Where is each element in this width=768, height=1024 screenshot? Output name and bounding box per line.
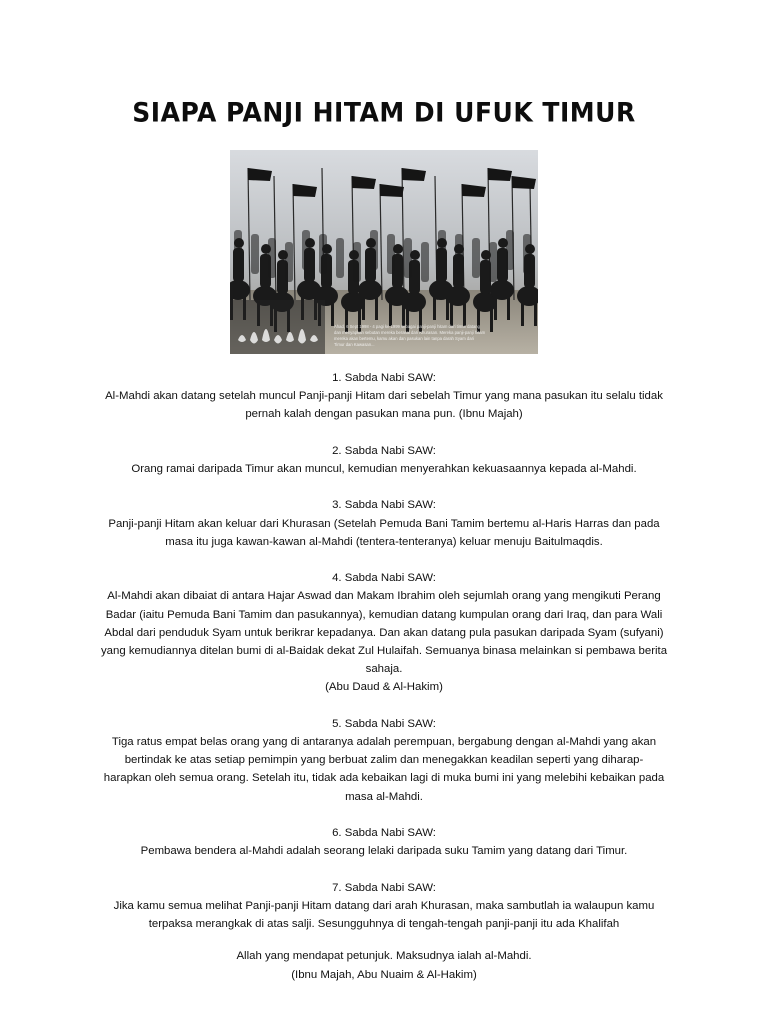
photo-caption-line: Timur dan Kawasan...: [334, 342, 375, 347]
section-line: Orang ramai daripada Timur akan muncul, kemudian menyerahkan kekuasaannya kepada al-Mahdi.: [131, 463, 637, 475]
closing-source: (Ibnu Majah, Abu Nuaim & Al-Hakim): [291, 968, 477, 981]
section-line: bertindak ke atas setiap pemimpin yang berbuat zalim dan menegakkan keadilan seperti yang diharap-: [124, 754, 644, 767]
horse-leg: [521, 302, 524, 326]
hadith-section-7: [78, 879, 690, 934]
horse-body: [446, 286, 470, 306]
horse-leg: [490, 308, 493, 332]
background-rider: [387, 234, 395, 274]
horse-body: [490, 280, 514, 300]
horse-body: [358, 280, 382, 300]
section-line: yang kemudiannya ditelan bumi di al-Baidak dekat Zul Hulaifah. Semuanya binasa melainkan si pembawa berita: [100, 645, 668, 657]
section-line: Panji-panji Hitam akan keluar dari Khurasan (Setelah Pemuda Bani Tamim bertemu al-Haris Harras dan pada: [108, 517, 660, 530]
section-heading: 3. Sabda Nabi SAW:: [332, 499, 436, 512]
section-line: Tiga ratus empat belas orang yang di antaranya adalah perempuan, bergabung dengan al-Mahdi yang akan: [111, 736, 657, 748]
section-line: Al-Mahdi akan datang setelah muncul Panji-panji Hitam dari sebelah Timur yang mana pasukan itu selalu tidak: [105, 390, 663, 403]
hadith-section-3: [78, 496, 690, 551]
section-line: Jika kamu semua melihat Panji-panji Hitam datang dari arah Khurasan, maka sambutlah ia walaupun kamu: [113, 899, 655, 912]
section-line: harapkan oleh semua orang. Setelah itu, tidak ada kebaikan lagi di muka bumi ini yang melebihi kebaikan pada: [103, 772, 665, 785]
section-heading: 6. Sabda Nabi SAW:: [332, 827, 436, 839]
section-line: terpaksa merangkak di atas salji. Sesungguhnya di tengah-tengah panji-panji itu ada Khalifah: [148, 918, 620, 930]
hadith-text: [78, 369, 690, 984]
photo-caption-line: dan menyapkan sebutan mereka berasal dari Khurasan. Mereka panji-panji hitam: [334, 330, 486, 335]
horse-body: [402, 292, 426, 312]
horse-leg: [375, 296, 378, 320]
page-title: SIAPA PANJI HITAM DI UFUK TIMUR: [132, 96, 636, 129]
background-rider: [319, 234, 327, 274]
section-line: masa itu juga kawan-kawan al-Mahdi (tentera-tenteranya) keluar menuju Baitulmaqdis.: [165, 535, 603, 548]
section-heading: 4. Sabda Nabi SAW:: [332, 572, 436, 585]
photo-caption-line: mereka akan bertemu, kamu akan dan pasukan lain tanpa darah Syam dari: [334, 336, 474, 341]
section-heading: 7. Sabda Nabi SAW:: [332, 881, 436, 894]
section-line: Al-Mahdi akan dibaiat di antara Hajar Aswad dan Makam Ibrahim oleh sejumlah orang yang mengikuti Perang: [107, 590, 661, 603]
hadith-section-6: [78, 824, 690, 860]
background-rider: [353, 242, 361, 282]
section-line: Pembawa bendera al-Mahdi adalah seorang lelaki daripada suku Tamim yang datang dari Timur.: [140, 845, 628, 858]
section-line: sahaja.: [365, 663, 403, 676]
section-line: masa al-Mahdi.: [345, 790, 423, 803]
background-rider: [506, 230, 514, 270]
black-banner-army-photo: [230, 150, 538, 354]
section-source: (Abu Daud & Al-Hakim): [325, 681, 443, 694]
horse-leg: [463, 302, 466, 326]
horse-leg: [507, 296, 510, 320]
background-rider: [336, 238, 344, 278]
background-rider: [251, 234, 259, 274]
section-heading: 2. Sabda Nabi SAW:: [332, 444, 436, 457]
background-rider: [455, 234, 463, 274]
background-rider: [285, 242, 293, 282]
horse-leg: [331, 302, 334, 326]
photo-caption-line: Ahad, 6 Sept 1998 - 4 pagi ke 1999 sebagai panji-panji hitam dari timur datang: [334, 324, 480, 329]
horse-leg: [494, 296, 497, 320]
background-rider: [421, 242, 429, 282]
hadith-section-4: [78, 569, 690, 696]
background-rider: [404, 238, 412, 278]
background-rider: [302, 230, 310, 270]
background-rider: [370, 230, 378, 270]
background-rider: [268, 238, 276, 278]
hadith-section-2: [78, 442, 690, 478]
section-heading: 5. Sabda Nabi SAW:: [332, 717, 436, 730]
background-rider: [472, 238, 480, 278]
hadith-section-5: [78, 715, 690, 806]
background-rider: [523, 234, 531, 274]
horse-leg: [362, 296, 365, 320]
hadith-section-1: [78, 369, 690, 424]
background-rider: [438, 230, 446, 270]
section-heading: 1. Sabda Nabi SAW:: [332, 372, 436, 384]
closing-text: [78, 947, 690, 983]
section-line: pernah kalah dengan pasukan mana pun. (Ibnu Majah): [245, 408, 523, 421]
section-line: Badar (iaitu Pemuda Bani Tamim dan pasukannya), kemudian datang kumpulan orang dari Iraq, dan para Wali: [105, 608, 663, 621]
horse-leg: [389, 302, 392, 326]
background-rider: [489, 242, 497, 282]
horse-leg: [534, 302, 537, 326]
background-rider: [234, 230, 242, 270]
horse-leg: [450, 302, 453, 326]
horse-leg: [433, 296, 436, 320]
closing-line: Allah yang mendapat petunjuk. Maksudnya ialah al-Mahdi.: [236, 950, 532, 963]
section-line: Abdal dari penduduk Syam untuk berikrar kepadanya. Dan akan datang pula pasukan daripada Syam (sufyani): [104, 626, 664, 639]
